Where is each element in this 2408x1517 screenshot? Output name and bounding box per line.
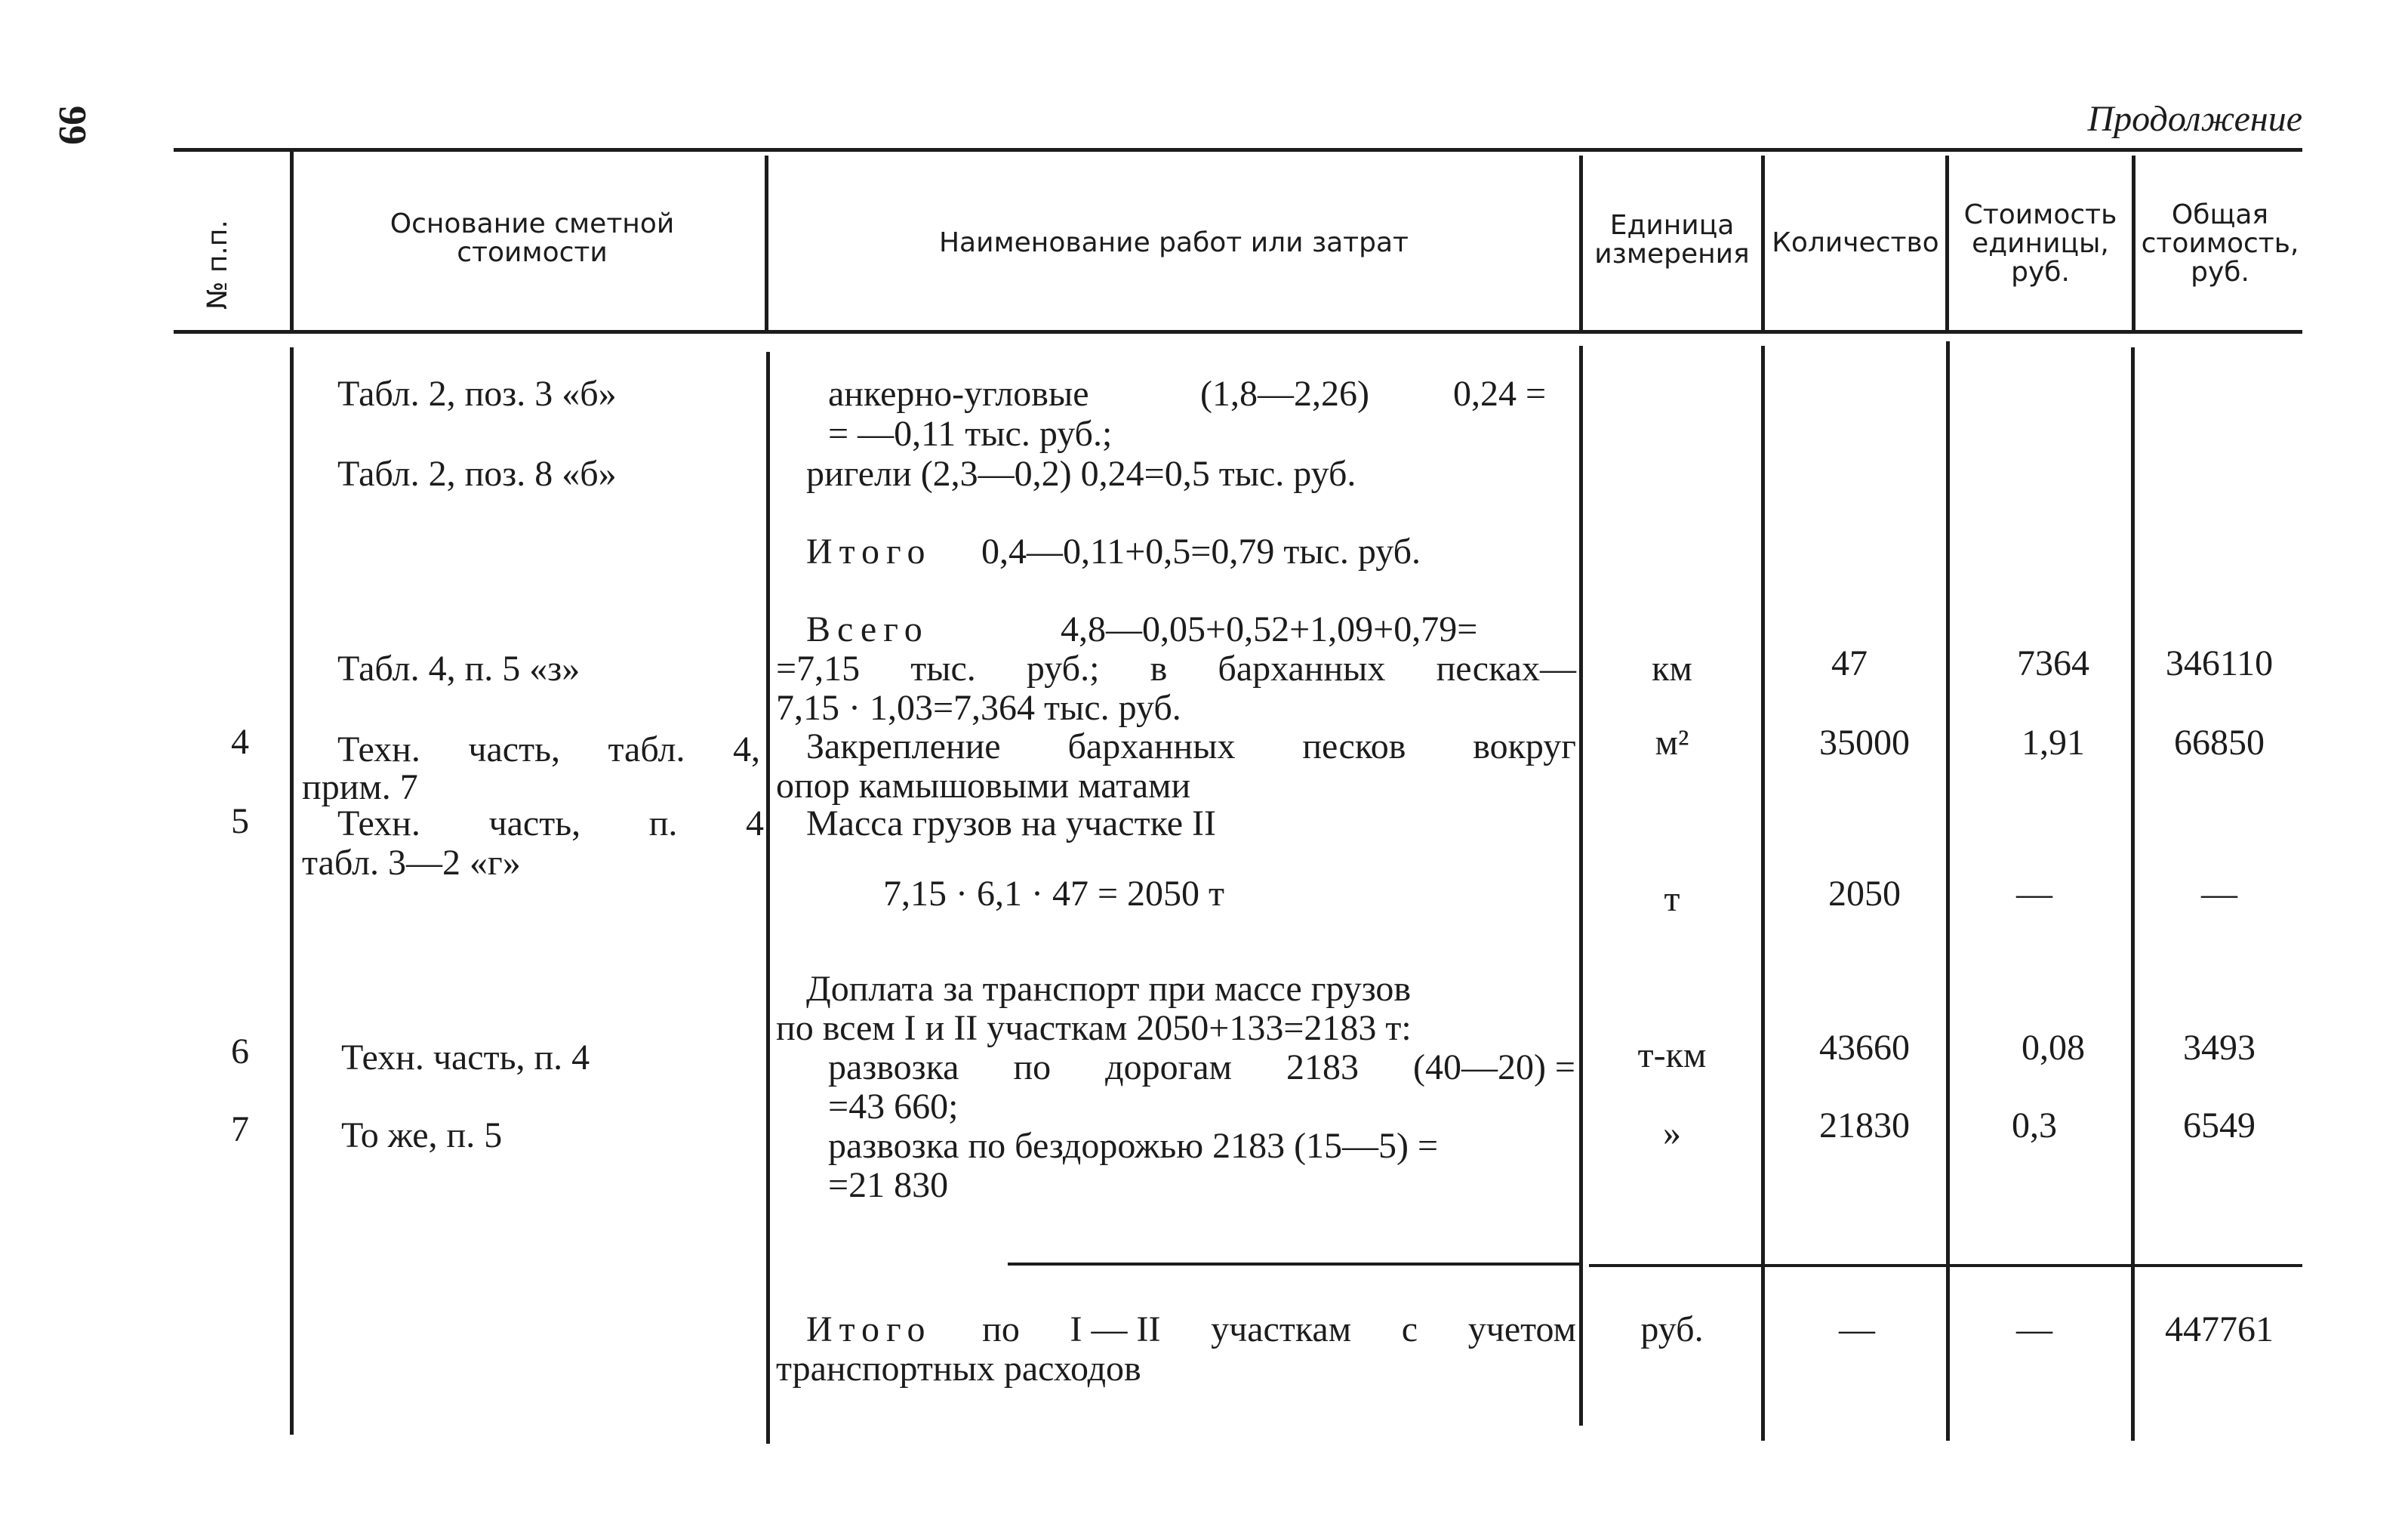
row-name: 4,8—0,05+0,52+1,09+0,79= — [1061, 609, 1478, 649]
row-name: Доплата за транспорт при массе грузов — [806, 969, 1412, 1009]
row-name: ригели (2,3—0,2) 0,24=0,5 тыс. руб. — [806, 454, 1356, 494]
row-name: Итого по I — II участкам с учетом — [806, 1309, 1576, 1349]
body-divider — [290, 347, 294, 1435]
row-qty: 35000 — [1819, 723, 1910, 763]
header-num: № п.п. — [202, 220, 233, 310]
row-basis: Табл. 4, п. 5 «з» — [337, 649, 580, 689]
row-name: (1,8—2,26) — [1200, 374, 1369, 414]
row-name-word: Итого — [806, 532, 932, 572]
row-unit: » — [1663, 1113, 1681, 1153]
row-unit-cost: — — [2016, 874, 2052, 914]
row-name-word: Всего — [806, 609, 929, 649]
header-divider — [765, 156, 768, 330]
row-basis: Техн. часть, п. 4 — [341, 1038, 590, 1078]
row-unit-cost: 7364 — [2017, 643, 2089, 683]
row-number: 6 — [231, 1031, 249, 1071]
total-rule-a — [1008, 1263, 1581, 1266]
header-qty: Количество — [1772, 227, 1939, 258]
row-name: опор камышовыми матами — [776, 766, 1191, 806]
body-divider — [1761, 346, 1765, 1441]
header-unit-cost: Стоимость единицы, руб. — [1963, 199, 2117, 288]
row-name: 0,4—0,11+0,5=0,79 тыс. руб. — [981, 532, 1421, 572]
row-name: =7,15 тыс. руб.; в барханных песках— — [776, 649, 1576, 689]
row-qty: 2050 — [1828, 874, 1901, 914]
row-name: 7,15 · 6,1 · 47 = 2050 т — [883, 874, 1225, 914]
row-unit-cost: — — [2016, 1309, 2052, 1349]
row-name: развозка по бездорожью 2183 (15—5) = — [828, 1126, 1439, 1166]
row-basis: Табл. 2, поз. 3 «б» — [337, 374, 617, 414]
row-unit: т — [1664, 879, 1680, 919]
row-unit: м² — [1655, 723, 1689, 763]
body-divider — [1946, 341, 1950, 1441]
row-total: — — [2201, 874, 2237, 914]
row-name: Закрепление барханных песков вокруг — [806, 726, 1576, 766]
body-divider — [1579, 346, 1583, 1426]
row-unit: т-км — [1637, 1035, 1707, 1075]
header-unit: Единица измерения — [1594, 210, 1750, 270]
header-name: Наименование работ или затрат — [938, 227, 1409, 258]
row-name: 0,24 = — [1453, 374, 1547, 414]
row-total: 6549 — [2183, 1105, 2256, 1145]
row-basis: То же, п. 5 — [341, 1115, 503, 1155]
row-basis: прим. 7 — [302, 767, 418, 807]
row-name: транспортных расходов — [776, 1349, 1141, 1389]
row-name: =43 660; — [828, 1087, 959, 1127]
row-number: 4 — [231, 722, 249, 762]
row-unit: руб. — [1640, 1309, 1704, 1349]
row-name: по всем I и II участкам 2050+133=2183 т: — [776, 1008, 1412, 1048]
row-name: Масса грузов на участке II — [806, 803, 1216, 843]
row-name: 7,15 · 1,03=7,364 тыс. руб. — [776, 688, 1181, 728]
row-total: 447761 — [2165, 1309, 2274, 1349]
table-top-rule — [174, 148, 2302, 152]
page-number: 99 — [51, 106, 94, 145]
header-basis: Основание сметной стоимости — [390, 208, 675, 268]
row-total: 346110 — [2165, 643, 2274, 683]
body-divider — [2131, 347, 2135, 1441]
row-basis: табл. 3—2 «г» — [302, 843, 521, 883]
header-total: Общая стоимость, руб. — [2141, 199, 2299, 288]
row-basis: Техн. часть, п. 4 — [337, 803, 764, 843]
row-basis: Табл. 2, поз. 8 «б» — [337, 454, 617, 494]
row-name: =21 830 — [828, 1165, 949, 1205]
row-unit-cost: 0,3 — [2012, 1105, 2057, 1145]
row-total: 3493 — [2183, 1028, 2256, 1068]
row-number: 5 — [231, 801, 249, 841]
row-total: 66850 — [2174, 723, 2265, 763]
row-unit-cost: 1,91 — [2022, 723, 2085, 763]
row-number: 7 — [231, 1109, 249, 1149]
row-qty: — — [1839, 1309, 1875, 1349]
header-divider — [290, 151, 294, 330]
body-divider — [766, 352, 770, 1444]
row-name: = —0,11 тыс. руб.; — [828, 414, 1113, 454]
row-basis: Техн. часть, табл. 4, — [337, 729, 760, 769]
row-name: развозка по дорогам 2183 (40—20) = — [828, 1047, 1575, 1087]
row-qty: 47 — [1831, 643, 1868, 683]
row-unit-cost: 0,08 — [2022, 1028, 2085, 1068]
row-qty: 21830 — [1819, 1105, 1910, 1145]
header-bottom-rule — [174, 330, 2302, 334]
row-unit: км — [1652, 649, 1692, 689]
row-qty: 43660 — [1819, 1028, 1910, 1068]
continuation-label: Продолжение — [2087, 99, 2302, 139]
row-name: анкерно-угловые — [828, 374, 1089, 414]
